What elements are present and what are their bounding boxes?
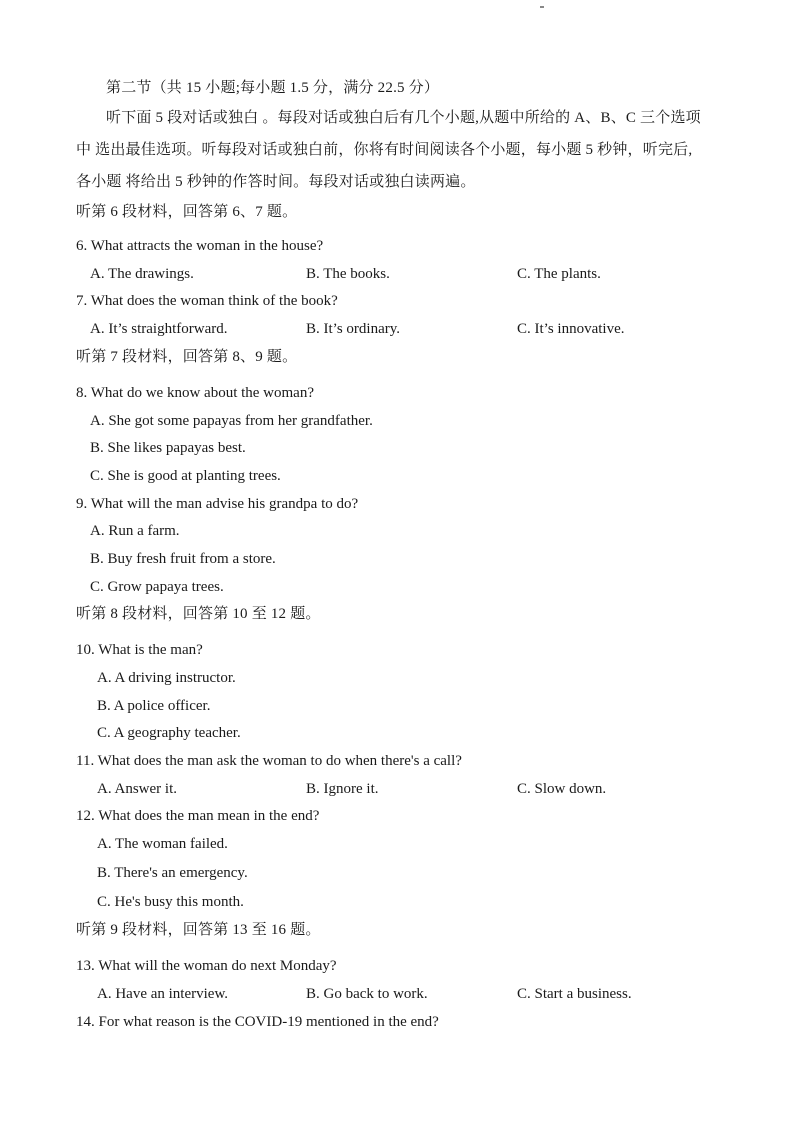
option-a: A. She got some papayas from her grandfather. (90, 413, 373, 429)
section-intro-line-2: 中 选出最佳选项。听每段对话或独白前，你将有时间阅读各个小题，每小题 5 秒钟，听完后, (76, 142, 693, 158)
question-stem: 10. What is the man? (76, 642, 203, 658)
question-stem: 7. What does the woman think of the book? (76, 293, 338, 309)
question-stem: 14. For what reason is the COVID-19 mentioned in the end? (76, 1014, 439, 1030)
option-b: B. Ignore it. (306, 781, 379, 797)
scan-mark (540, 6, 544, 8)
option-b: B. It’s ordinary. (306, 321, 401, 337)
question-stem: 11. What does the man ask the woman to do when there's a call? (76, 753, 462, 769)
question-stem: 6. What attracts the woman in the house? (76, 238, 324, 254)
option-c: C. A geography teacher. (97, 725, 241, 741)
option-c: C. It’s innovative. (517, 321, 625, 337)
question-stem: 9. What will the man advise his grandpa to do? (76, 496, 359, 512)
option-a: A. A driving instructor. (97, 670, 236, 686)
question-stem: 12. What does the man mean in the end? (76, 808, 320, 824)
option-a: A. It’s straightforward. (90, 321, 228, 337)
group-heading: 听第 9 段材料，回答第 13 至 16 题。 (76, 922, 321, 938)
section-intro-line-3: 各小题 将给出 5 秒钟的作答时间。每段对话或独白读两遍。 (76, 174, 476, 190)
option-a: A. The drawings. (90, 266, 194, 282)
option-b: B. Buy fresh fruit from a store. (90, 551, 276, 567)
option-c: C. Start a business. (517, 986, 632, 1002)
question-stem: 13. What will the woman do next Monday? (76, 958, 337, 974)
group-heading: 听第 6 段材料，回答第 6、7 题。 (76, 204, 298, 220)
option-a: A. Have an interview. (97, 986, 229, 1002)
section-intro-line-1: 听下面 5 段对话或独白 。每段对话或独白后有几个小题,从题中所给的 A、B、C 三个选项 (106, 110, 701, 126)
option-b: B. Go back to work. (306, 986, 428, 1002)
option-b: B. There's an emergency. (97, 865, 248, 881)
option-b: B. The books. (306, 266, 390, 282)
question-stem: 8. What do we know about the woman? (76, 385, 315, 401)
section-title: 第二节（共 15 小题;每小题 1.5 分，满分 22.5 分） (106, 80, 440, 96)
option-c: C. He's busy this month. (97, 894, 244, 910)
option-b: B. A police officer. (97, 698, 211, 714)
group-heading: 听第 8 段材料，回答第 10 至 12 题。 (76, 606, 321, 622)
option-b: B. She likes papayas best. (90, 440, 246, 456)
option-c: C. Grow papaya trees. (90, 579, 224, 595)
option-a: A. Run a farm. (90, 523, 180, 539)
option-c: C. The plants. (517, 266, 601, 282)
option-a: A. Answer it. (97, 781, 177, 797)
option-c: C. Slow down. (517, 781, 607, 797)
group-heading: 听第 7 段材料，回答第 8、9 题。 (76, 349, 298, 365)
option-c: C. She is good at planting trees. (90, 468, 281, 484)
option-a: A. The woman failed. (97, 836, 228, 852)
